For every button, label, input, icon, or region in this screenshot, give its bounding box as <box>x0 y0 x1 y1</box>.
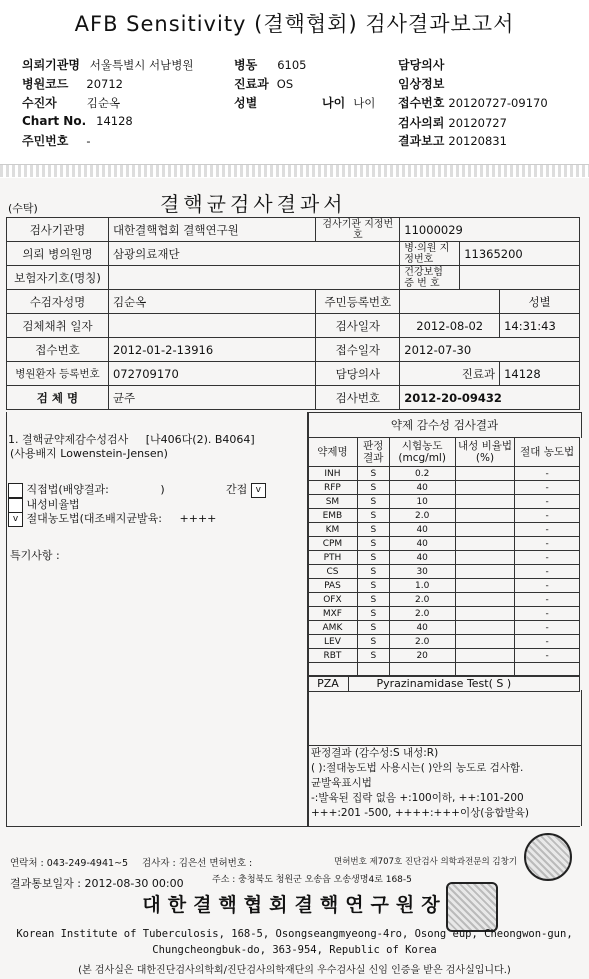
field-value: OS <box>276 77 294 91</box>
footer-phone: 연락처 : 043-249-4941~5 <box>10 858 129 869</box>
drug-cell: 1.0 <box>389 579 455 593</box>
scan-divider <box>0 164 589 177</box>
drug-cell: S <box>357 621 389 635</box>
drug-cell: - <box>515 593 580 607</box>
drug-cell <box>455 509 515 523</box>
drug-cell: S <box>357 509 389 523</box>
drug-cell: S <box>357 551 389 565</box>
cell-value: 14:31:43 <box>500 314 580 338</box>
drug-cell: - <box>515 509 580 523</box>
cell-value: 11000029 <box>400 218 580 242</box>
cell-value: 2012-20-09432 <box>400 386 580 410</box>
indirect-method <box>226 481 266 498</box>
absolute-checkbox[interactable]: v <box>8 512 23 527</box>
drug-cell: S <box>357 593 389 607</box>
drug-cell: S <box>357 481 389 495</box>
legend-line: +++:201 -500, ++++:+++이상(융합발육) <box>311 807 529 819</box>
cell-label: 진료과 <box>400 362 500 386</box>
seal-stamp <box>524 833 572 881</box>
footer-address: 주소 : 충청북도 청원군 오송읍 오송생명4로 168-5 <box>212 875 412 885</box>
drug-row <box>308 467 580 481</box>
drug-cell: 2.0 <box>389 635 455 649</box>
drug-cell: - <box>515 523 580 537</box>
drug-cell: S <box>357 607 389 621</box>
footer-divider <box>6 826 580 827</box>
cell-value: 삼광의료재단 <box>108 242 399 266</box>
drug-row <box>308 579 580 593</box>
footer-license: 면허번호 제707호 진단검사 의학과전문의 김창기 <box>334 857 518 867</box>
drug-cell: S <box>357 565 389 579</box>
drug-cell: - <box>515 537 580 551</box>
drug-cell: - <box>515 481 580 495</box>
suta-label: (수탁) <box>8 202 38 215</box>
drug-panel-title: 약제 감수성 검사결과 <box>307 412 582 438</box>
column-header: 시험농도 (mcg/ml) <box>389 438 455 467</box>
left-panel <box>6 412 309 827</box>
drug-row <box>308 509 580 523</box>
drug-row <box>308 481 580 495</box>
drug-name: AMK <box>308 621 358 635</box>
drug-cell: 20 <box>389 649 455 663</box>
drug-row <box>308 523 580 537</box>
medium-line: (사용배지 Lowenstein-Jensen) <box>10 447 168 460</box>
drug-cell <box>455 635 515 649</box>
cell-value: 14128 <box>500 362 580 386</box>
cell-value: 11365200 <box>460 242 580 266</box>
field-value: 20120727-09170 <box>448 96 548 110</box>
drug-name: CPM <box>308 537 358 551</box>
drug-row <box>308 635 580 649</box>
field-label: 임상정보 <box>398 77 445 91</box>
field-value: - <box>86 134 91 148</box>
drug-name: INH <box>308 467 358 481</box>
drug-cell: S <box>357 495 389 509</box>
field-label: 나이 <box>322 96 346 110</box>
field-value: 6105 <box>277 58 307 72</box>
field-label: 성별 <box>234 96 258 110</box>
proportion-label: 내성비율법 <box>26 498 80 511</box>
drug-row <box>308 565 580 579</box>
table-row <box>7 218 580 242</box>
drug-cell: - <box>515 551 580 565</box>
header-row-1 <box>22 56 193 73</box>
cell-value <box>460 266 580 290</box>
cell-label: 검사기관명 <box>7 218 109 242</box>
legend-box <box>307 745 582 821</box>
test-name: 1. 결핵균약제감수성검사 <box>8 433 129 446</box>
cell-label: 수검자성명 <box>7 290 109 314</box>
field-value: 나이 <box>353 96 376 110</box>
special-notes: 특기사항 : <box>10 549 60 562</box>
absolute-method-line <box>8 510 216 527</box>
drug-cell: - <box>515 607 580 621</box>
absolute-value: ++++ <box>179 512 217 525</box>
drug-cell: 0.2 <box>389 467 455 481</box>
legend-line: 균발육표시법 <box>311 777 372 789</box>
footer-report-date: 결과통보일자 : 2012-08-30 00:00 <box>10 877 184 890</box>
drug-cell <box>455 607 515 621</box>
pza-label: PZA <box>308 676 349 691</box>
drug-cell: 40 <box>389 551 455 565</box>
field-value: 20712 <box>86 77 123 91</box>
drug-name: RFP <box>308 481 358 495</box>
drug-cell <box>455 467 515 481</box>
drug-cell: S <box>357 537 389 551</box>
indirect-checkbox[interactable]: v <box>251 483 266 498</box>
drug-cell <box>455 621 515 635</box>
drug-susceptibility-table <box>307 437 580 677</box>
english-address-1: Korean Institute of Tuberculosis, 168-5, Osongseangmyeong-4ro, Osong eup, Cheongwon-gun, <box>16 928 573 940</box>
drug-cell: S <box>357 649 389 663</box>
drug-cell: 40 <box>389 481 455 495</box>
cell-label: 의뢰 병의원명 <box>7 242 109 266</box>
legend-line: 판정결과 (감수성:S 내성:R) <box>311 747 439 759</box>
drug-name: PAS <box>308 579 358 593</box>
drug-cell: - <box>515 495 580 509</box>
field-label: 병원코드 <box>22 77 69 91</box>
cell-label: 병·의원 지정번호 <box>400 242 460 266</box>
drug-cell <box>455 565 515 579</box>
report-title: AFB Sensitivity (결핵협회) 검사결과보고서 <box>74 12 515 36</box>
drug-row <box>308 607 580 621</box>
drug-cell: - <box>515 649 580 663</box>
table-row <box>7 242 580 266</box>
cell-label: 건강보험 증 번 호 <box>400 266 460 290</box>
drug-row <box>308 551 580 565</box>
drug-table-body <box>308 467 580 677</box>
drug-name: RBT <box>308 649 358 663</box>
drug-name: SM <box>308 495 358 509</box>
drug-cell <box>455 495 515 509</box>
drug-name: LEV <box>308 635 358 649</box>
table-row <box>7 362 580 386</box>
drug-cell <box>455 481 515 495</box>
field-label: 담당의사 <box>398 58 445 72</box>
drug-cell: 40 <box>389 537 455 551</box>
table-row <box>7 290 580 314</box>
column-header: 내성 비율법(%) <box>455 438 515 467</box>
drug-cell: 40 <box>389 621 455 635</box>
drug-name: KM <box>308 523 358 537</box>
direct-label: 직접법(배양결과: <box>26 483 109 496</box>
cell-label: 검사일자 <box>316 314 400 338</box>
pza-value: Pyrazinamidase Test( S ) <box>376 677 512 690</box>
certification-note: (본 검사실은 대한진단검사의학회/진단검사의학재단의 우수검사실 신임 인증을 받은 검사실입니다.) <box>78 965 511 976</box>
legend-line: -:발육된 집락 없음 +:100이하, ++:101-200 <box>311 792 524 804</box>
drug-name: EMB <box>308 509 358 523</box>
field-label: 병동 <box>234 58 258 72</box>
drug-cell: - <box>515 635 580 649</box>
table-row <box>7 386 580 410</box>
drug-cell: - <box>515 467 580 481</box>
cell-value <box>108 314 315 338</box>
field-value: 20120831 <box>448 134 507 148</box>
cell-value: 2012-07-30 <box>400 338 580 362</box>
drug-cell: 40 <box>389 523 455 537</box>
cell-value: 072709170 <box>108 362 315 386</box>
drug-cell: S <box>357 523 389 537</box>
test-code: [나406다(2). B4064] <box>145 433 255 446</box>
column-header: 절대 농도법 <box>515 438 580 467</box>
field-label: 접수번호 <box>398 96 445 110</box>
institute-name: 대한결핵협회결핵연구원장 <box>142 894 447 916</box>
cell-label: 검사번호 <box>316 386 400 410</box>
drug-cell <box>455 593 515 607</box>
drug-row <box>308 593 580 607</box>
cell-value: 대한결핵협회 결핵연구원 <box>108 218 315 242</box>
legend-line: ( ):절대농도법 사용시는( )안의 농도로 검사함. <box>311 762 524 774</box>
drug-row <box>308 649 580 663</box>
field-label: 의뢰기관명 <box>22 58 80 72</box>
drug-cell: - <box>515 621 580 635</box>
cell-value <box>400 290 500 314</box>
cell-value: 2012-08-02 <box>400 314 500 338</box>
drug-name: MXF <box>308 607 358 621</box>
field-label: Chart No. <box>22 114 87 128</box>
drug-cell: 30 <box>389 565 455 579</box>
table-row <box>7 314 580 338</box>
drug-row <box>308 495 580 509</box>
drug-cell <box>455 523 515 537</box>
absolute-label: 절대농도법(대조배지균발육: <box>26 512 163 525</box>
cell-label: 검 체 명 <box>7 386 109 410</box>
drug-cell: S <box>357 467 389 481</box>
field-label: 수진자 <box>22 96 57 110</box>
cell-label: 병원환자 등록번호 <box>7 362 109 386</box>
drug-cell <box>455 649 515 663</box>
field-label: 검사의뢰 <box>398 116 445 130</box>
footer-tester: 검사자 : 김은선 면허번호 : <box>142 858 253 869</box>
drug-cell: 2.0 <box>389 607 455 621</box>
drug-name: PTH <box>308 551 358 565</box>
column-header: 판정 결과 <box>357 438 389 467</box>
drug-cell <box>455 537 515 551</box>
drug-cell <box>455 579 515 593</box>
drug-cell: S <box>357 579 389 593</box>
drug-cell: 10 <box>389 495 455 509</box>
cell-label: 검사기관 지정번호 <box>316 218 400 242</box>
drug-cell <box>455 551 515 565</box>
cell-value: 김순옥 <box>108 290 315 314</box>
table-row <box>7 266 580 290</box>
field-label: 주민번호 <box>22 134 69 148</box>
drug-cell: S <box>357 635 389 649</box>
field-value: 14128 <box>96 114 133 128</box>
patient-info-table <box>6 217 580 410</box>
field-label: 진료과 <box>234 77 269 91</box>
cell-label: 담당의사 <box>316 362 400 386</box>
drug-cell: 2.0 <box>389 509 455 523</box>
drug-name: CS <box>308 565 358 579</box>
field-value: 20120727 <box>448 116 507 130</box>
drug-row <box>308 537 580 551</box>
direct-close: ) <box>160 483 165 496</box>
table-header-row <box>308 438 580 467</box>
cell-label: 접수일자 <box>316 338 400 362</box>
drug-row <box>308 621 580 635</box>
indirect-label: 간접 <box>226 483 248 496</box>
field-value: 서울특별시 서남병원 <box>89 58 194 72</box>
sheet-title: 결핵균검사결과서 <box>160 192 347 216</box>
table-row <box>7 338 580 362</box>
english-address-2: Chungcheongbuk-do, 363-954, Republic of Korea <box>152 944 437 956</box>
field-value: 김순옥 <box>86 96 121 110</box>
cell-value: 균주 <box>108 386 315 410</box>
column-header: 약제명 <box>308 438 358 467</box>
drug-cell: - <box>515 565 580 579</box>
cell-label: 보험자기호(명칭) <box>7 266 109 290</box>
cell-label: 검체채취 일자 <box>7 314 109 338</box>
drug-cell: - <box>515 579 580 593</box>
cell-label: 접수번호 <box>7 338 109 362</box>
drug-cell: 2.0 <box>389 593 455 607</box>
cell-value <box>108 266 399 290</box>
field-label: 결과보고 <box>398 134 445 148</box>
drug-name: OFX <box>308 593 358 607</box>
cell-label: 주민등록번호 <box>316 290 400 314</box>
cell-label: 성별 <box>500 290 580 314</box>
cell-value: 2012-01-2-13916 <box>108 338 315 362</box>
